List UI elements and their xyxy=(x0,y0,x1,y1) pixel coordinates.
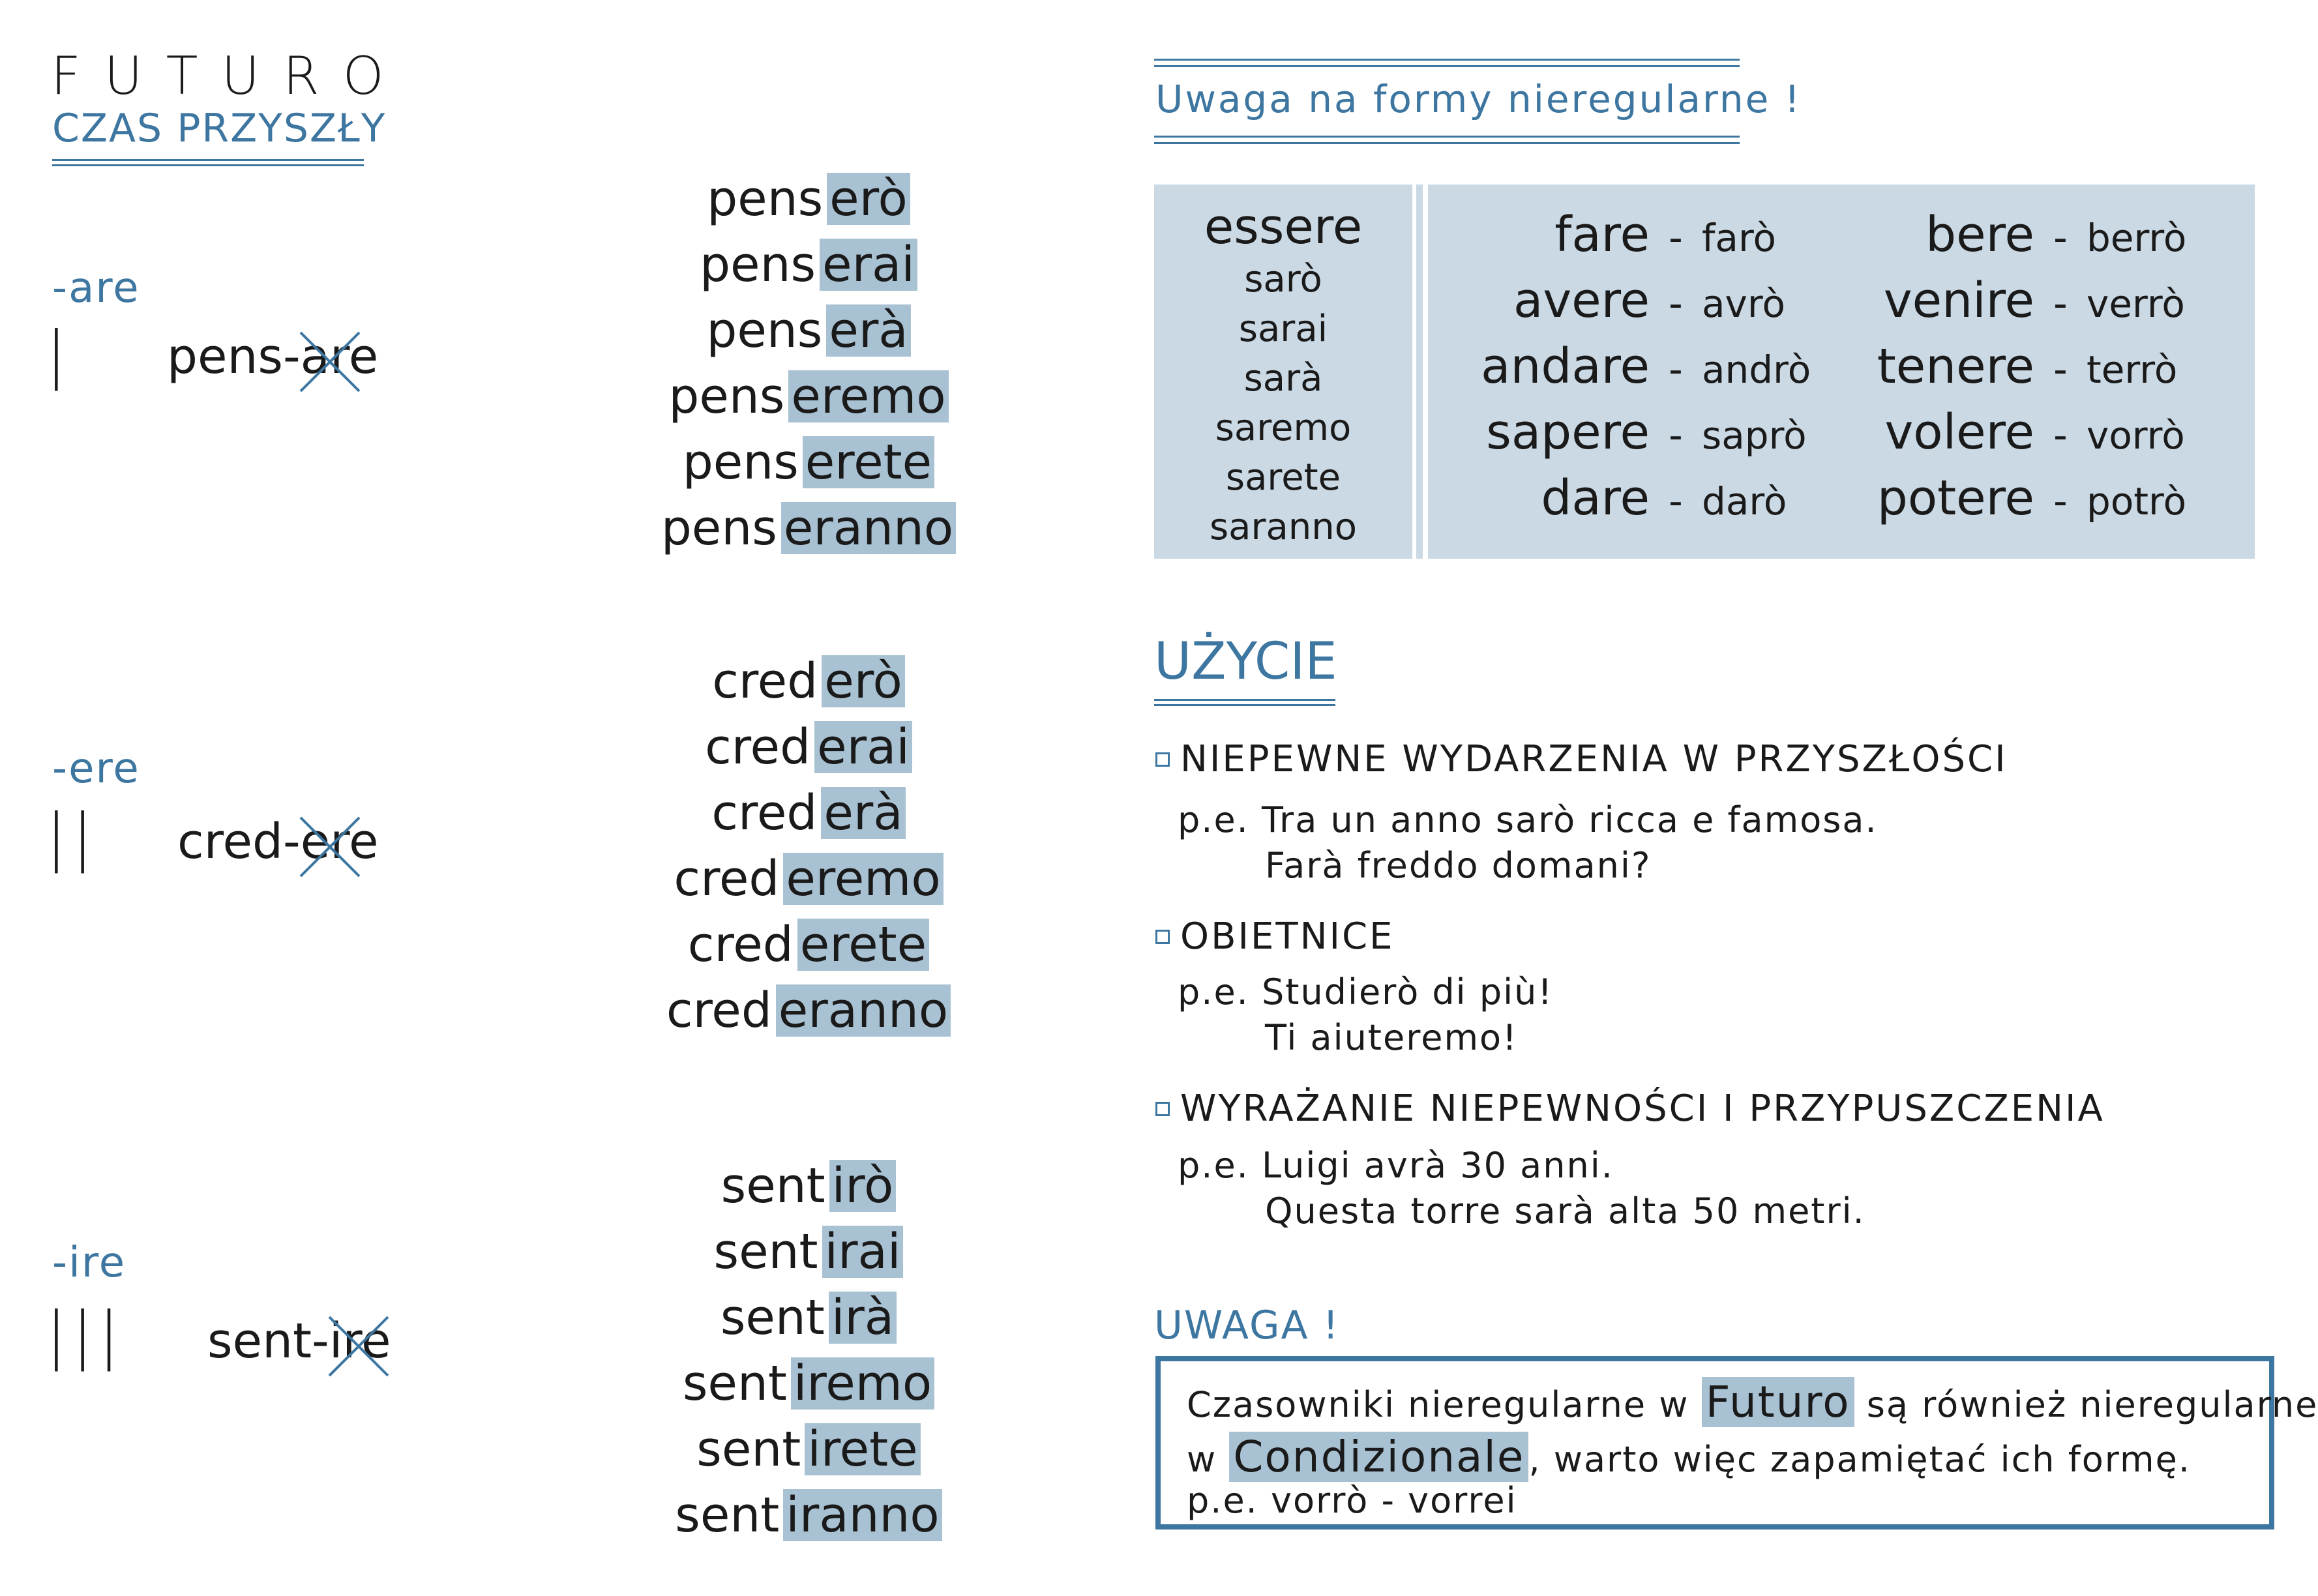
conj-row: cred erà xyxy=(541,780,1076,846)
stem-cred: cred-ere xyxy=(177,814,379,870)
irregular-top-rule xyxy=(1154,59,1740,61)
square-bullet-icon xyxy=(1155,930,1170,944)
irregular-pair: volere - vorrò xyxy=(1884,404,2185,460)
irregular-pair: bere - berrò xyxy=(1925,207,2187,263)
cross-icon xyxy=(323,1310,394,1382)
conj-row: sent irà xyxy=(541,1284,1076,1350)
conj-row: pens eremo xyxy=(541,363,1076,429)
usage-example: p.e. Tra un anno sarò ricca e famosa. xyxy=(1178,799,1878,840)
usage-item: WYRAŻANIE NIEPEWNOŚCI I PRZYPUSZCZENIA xyxy=(1155,1087,2105,1130)
essere-form: sarai xyxy=(1238,308,1328,350)
essere-form: sarò xyxy=(1244,258,1322,301)
conjugation-credere xyxy=(541,648,1076,1043)
crossed-ending: are xyxy=(301,329,379,385)
usage-item: OBIETNICE xyxy=(1155,915,1395,958)
essere-form: sarete xyxy=(1225,456,1341,499)
conj-row: pens erà xyxy=(541,297,1076,363)
irregular-pair: potere - potrò xyxy=(1877,470,2187,526)
irregular-bottom-rule xyxy=(1154,136,1740,138)
page-subtitle: CZAS PRZYSZŁY xyxy=(52,106,387,151)
subtitle-underline-2 xyxy=(52,164,364,166)
group-number-1: | xyxy=(46,318,72,391)
usage-example: p.e. Studierò di più! xyxy=(1178,971,1553,1012)
usage-underline-2 xyxy=(1154,704,1335,706)
irregular-pair: avere - avrò xyxy=(1513,273,1785,329)
usage-item: NIEPEWNE WYDARZENIA W PRZYSZŁOŚCI xyxy=(1155,738,2008,780)
cross-icon xyxy=(294,326,366,398)
conj-row: cred eranno xyxy=(541,977,1076,1043)
essere-infinitive: essere xyxy=(1204,199,1363,255)
note-box xyxy=(1155,1356,2318,1530)
cross-icon xyxy=(294,811,366,883)
note-line-2: w Condizionale , warto więc zapamiętać ich formę. xyxy=(1187,1432,2191,1482)
usage-example: p.e. Luigi avrà 30 anni. xyxy=(1178,1145,1614,1186)
ending-ire: -ire xyxy=(52,1239,126,1287)
usage-example: Farà freddo domani? xyxy=(1265,845,1652,886)
highlight-futuro: Futuro xyxy=(1702,1377,1854,1427)
irregular-heading: Uwaga na formy nieregularne ! xyxy=(1155,77,1802,121)
irregular-top-rule-2 xyxy=(1154,65,1740,67)
conj-row: cred erai xyxy=(541,714,1076,780)
crossed-ending: ire xyxy=(329,1313,391,1369)
subtitle-underline xyxy=(52,159,364,161)
stem-pens: pens-are xyxy=(167,329,378,385)
ending-ere: -ere xyxy=(52,745,140,793)
irregular-verbs-table xyxy=(1428,185,2255,559)
group-number-3: ||| xyxy=(46,1299,125,1372)
note-heading: UWAGA ! xyxy=(1154,1303,1340,1348)
irregular-pair: sapere - saprò xyxy=(1486,404,1807,460)
essere-form: sarà xyxy=(1243,357,1323,400)
conj-row: cred erò xyxy=(541,648,1076,714)
highlight-condizionale: Condizionale xyxy=(1229,1432,1528,1482)
page-title: FUTURO xyxy=(51,46,408,106)
irregular-bottom-rule-2 xyxy=(1154,142,1740,144)
conj-row: pens erete xyxy=(541,429,1076,495)
conj-row: cred erete xyxy=(541,911,1076,977)
irregular-pair: dare - darò xyxy=(1541,470,1787,526)
irregular-pair: fare - farò xyxy=(1554,207,1777,263)
ending-are: -are xyxy=(52,264,140,312)
conj-row: sent irete xyxy=(541,1416,1076,1482)
conj-row: sent iranno xyxy=(541,1482,1076,1548)
table-divider xyxy=(1416,185,1423,559)
usage-example: Ti aiuteremo! xyxy=(1265,1017,1518,1058)
conj-row: sent irò xyxy=(541,1153,1076,1219)
crossed-ending: ere xyxy=(301,814,379,870)
conj-row: pens erò xyxy=(541,166,1076,231)
conj-row: sent iremo xyxy=(541,1350,1076,1416)
note-line-3: p.e. vorrò - vorrei xyxy=(1187,1480,1517,1521)
irregular-pair: tenere - terrò xyxy=(1877,338,2178,394)
usage-heading: UŻYCIE xyxy=(1154,632,1337,691)
conjugation-pensare xyxy=(541,166,1076,561)
usage-underline xyxy=(1154,699,1335,701)
essere-table xyxy=(1154,185,1412,559)
stem-sent: sent-ire xyxy=(207,1313,391,1369)
note-line-1: Czasowniki nieregularne w Futuro są również nieregularne xyxy=(1187,1377,2318,1427)
square-bullet-icon xyxy=(1155,1102,1170,1116)
essere-form: saremo xyxy=(1215,407,1352,449)
conj-row: pens eranno xyxy=(541,495,1076,561)
usage-example: Questa torre sarà alta 50 metri. xyxy=(1265,1190,1865,1232)
group-number-2: || xyxy=(46,801,98,874)
conj-row: cred eremo xyxy=(541,846,1076,911)
conj-row: pens erai xyxy=(541,231,1076,297)
irregular-pair: andare - andrò xyxy=(1481,338,1811,394)
conj-row: sent irai xyxy=(541,1219,1076,1284)
essere-form: saranno xyxy=(1209,506,1358,548)
square-bullet-icon xyxy=(1155,752,1170,767)
conjugation-sentire xyxy=(541,1153,1076,1548)
irregular-pair: venire - verrò xyxy=(1883,273,2185,329)
